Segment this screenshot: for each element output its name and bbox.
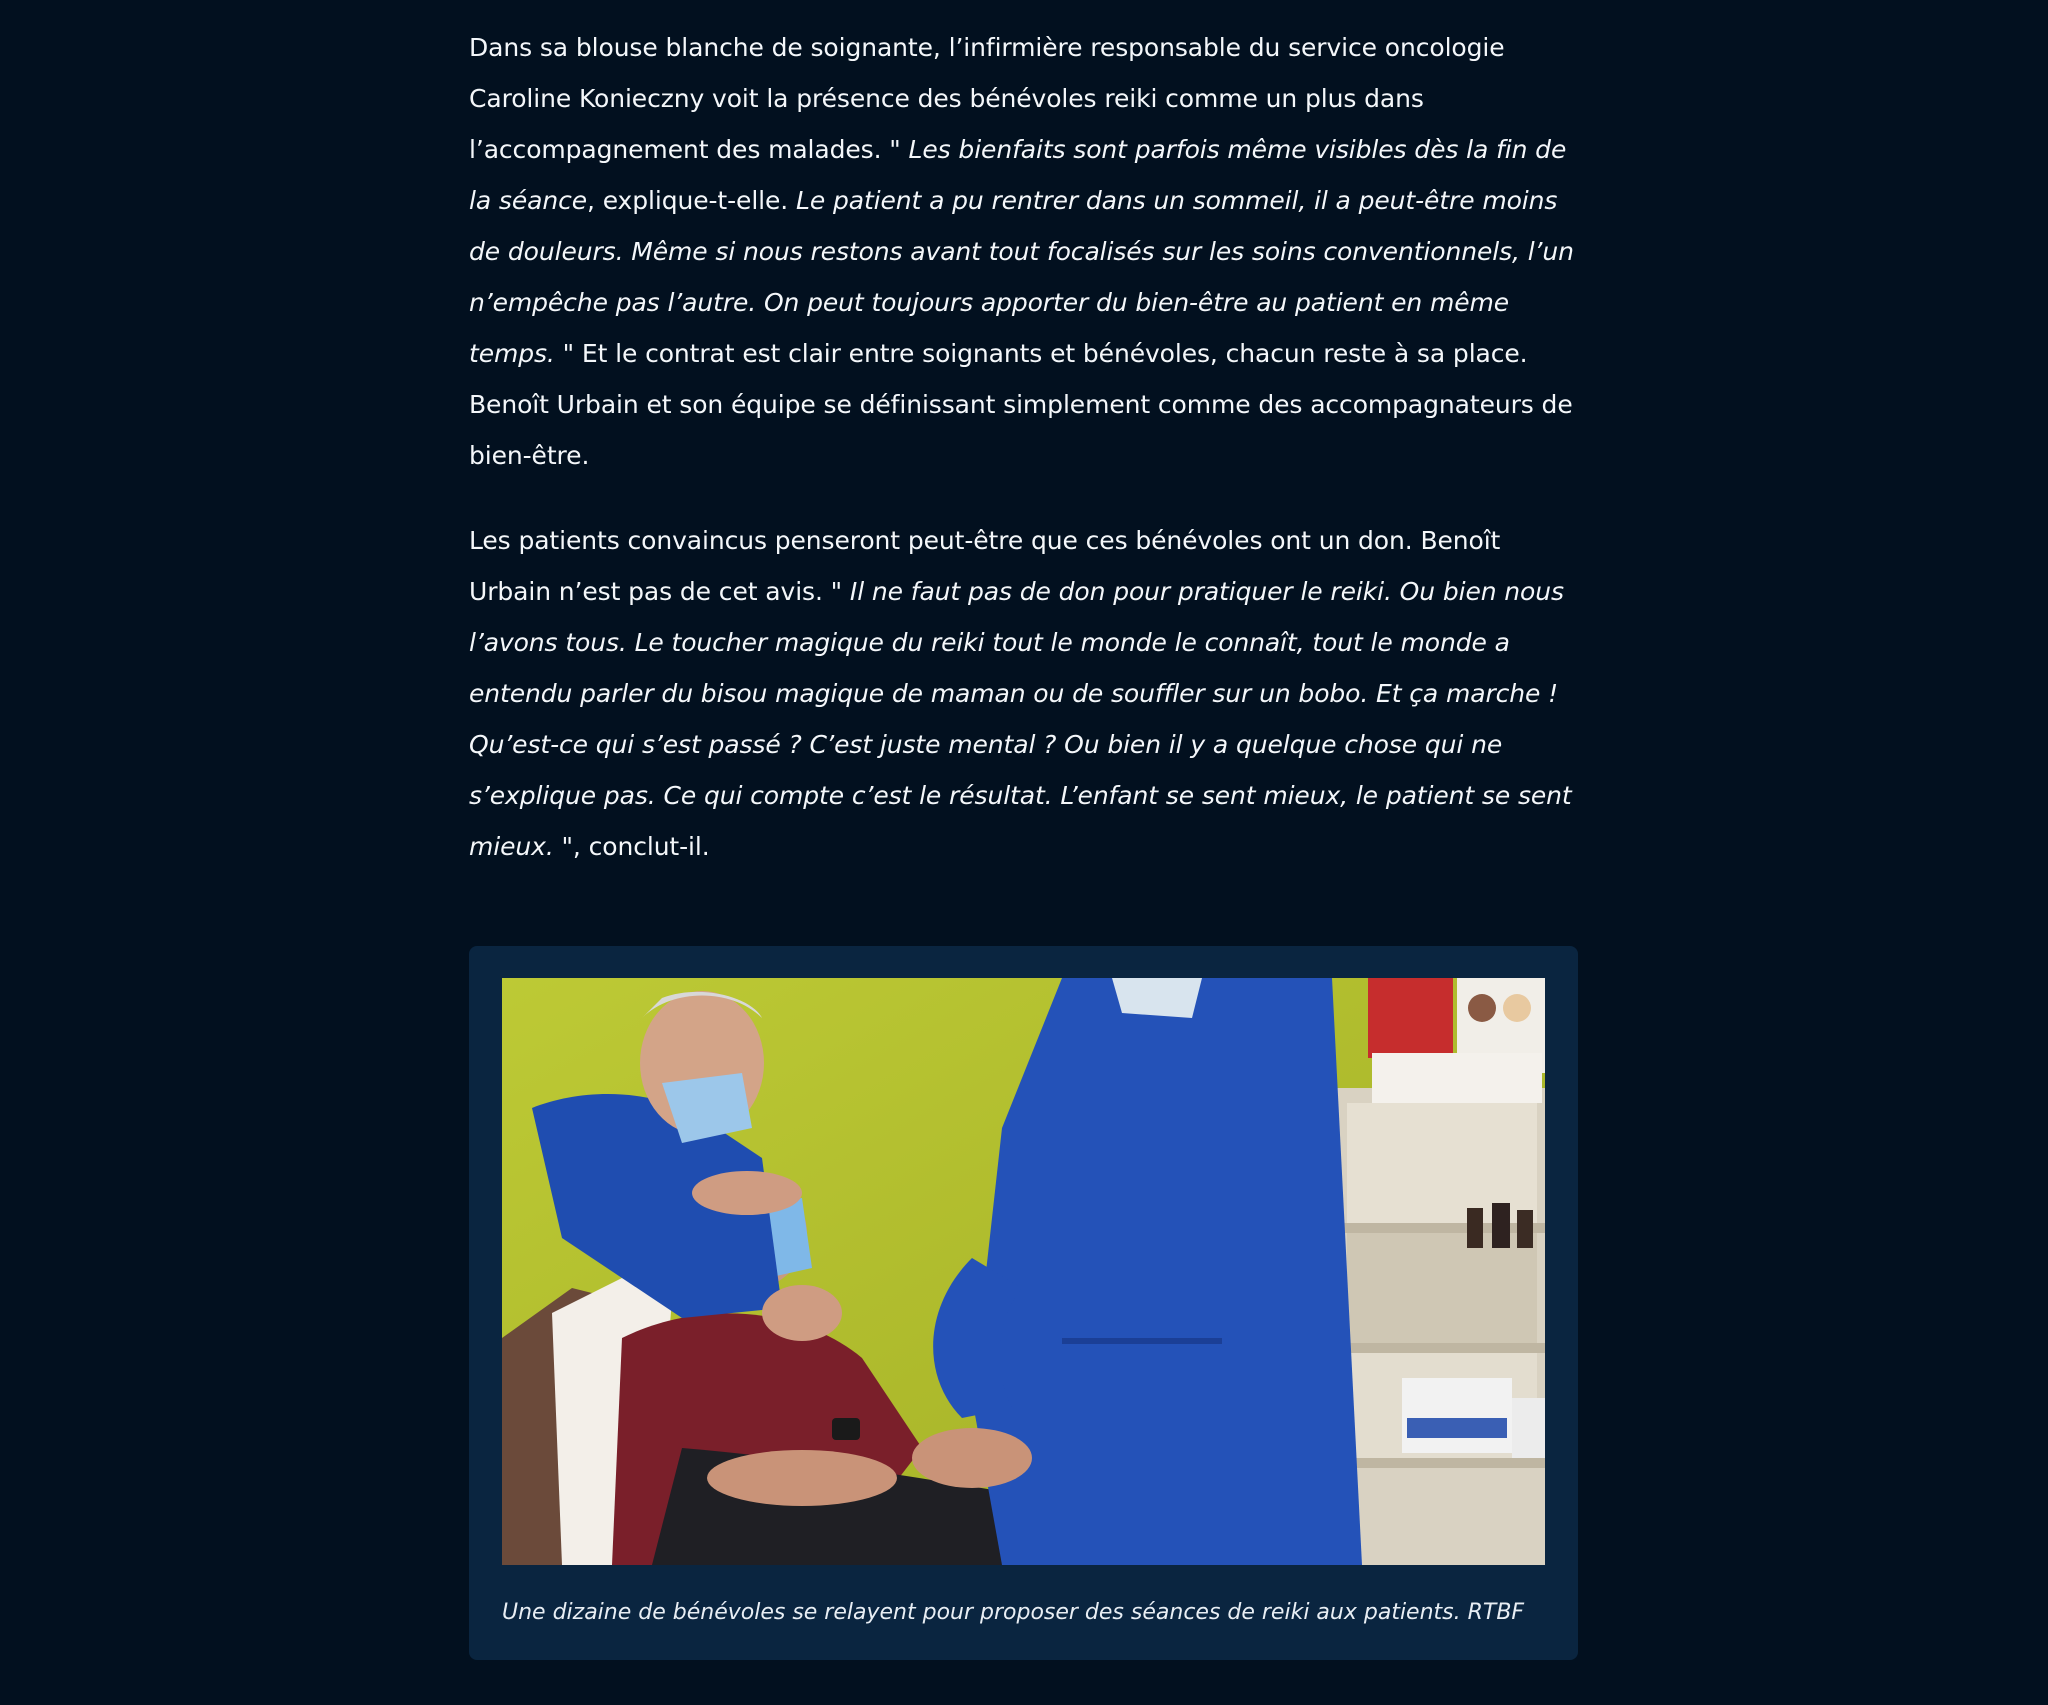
article-figure — [469, 946, 1578, 1660]
paragraph-text: Les patients convaincus penseront peut-être que ces bénévoles ont un don. Benoît Urbain n’est pas de cet avis. " — [469, 526, 1501, 606]
quote-text: Il ne faut pas de don pour pratiquer le reiki. Ou bien nous l’avons tous. Le toucher magique du reiki tout le monde le connaît, tout le monde a entendu parler du bisou magique de maman ou de souffler sur un bobo. Et ça marche ! Qu’est-ce qui s’est passé ? C’est juste mental ? Ou bien il y a quelque chose qui ne s’explique pas. Ce qui compte c’est le résultat. L’enfant se sent mieux, le patient se sent mieux. " — [469, 577, 1572, 861]
quote-text: Le patient a pu rentrer dans un sommeil, il a peut-être moins de douleurs. Même si nous restons avant tout focalisés sur les soins conventionnels, l’un n’empêche pas l’autre. On peut toujours apporter du bien-être au patient en même temps. — [469, 186, 1574, 368]
figure-caption: Une dizaine de bénévoles se relayent pour proposer des séances de reiki aux patients. RTBF — [502, 1600, 1525, 1625]
article-body — [469, 22, 1579, 872]
photo-illustration — [502, 978, 1545, 1565]
paragraph-text: Dans sa blouse blanche de soignante, l’infirmière responsable du service oncologie Caroline Konieczny voit la présence des bénévoles reiki comme un plus dans l’accompagnement des malades. " — [469, 33, 1505, 164]
article-paragraph — [469, 22, 1579, 481]
reiki-session-photo[interactable] — [502, 978, 1545, 1565]
paragraph-text: " Et le contrat est clair entre soignants et bénévoles, chacun reste à sa place. Benoît Urbain et son équipe se définissant simplement comme des accompagnateurs de bien-être. — [469, 339, 1573, 470]
paragraph-text: , conclut-il. — [572, 832, 710, 861]
paragraph-text: , explique-t-elle. — [587, 186, 796, 215]
quote-text: Les bienfaits sont parfois même visibles dès la fin de la séance — [469, 135, 1567, 215]
article-paragraph — [469, 515, 1579, 872]
